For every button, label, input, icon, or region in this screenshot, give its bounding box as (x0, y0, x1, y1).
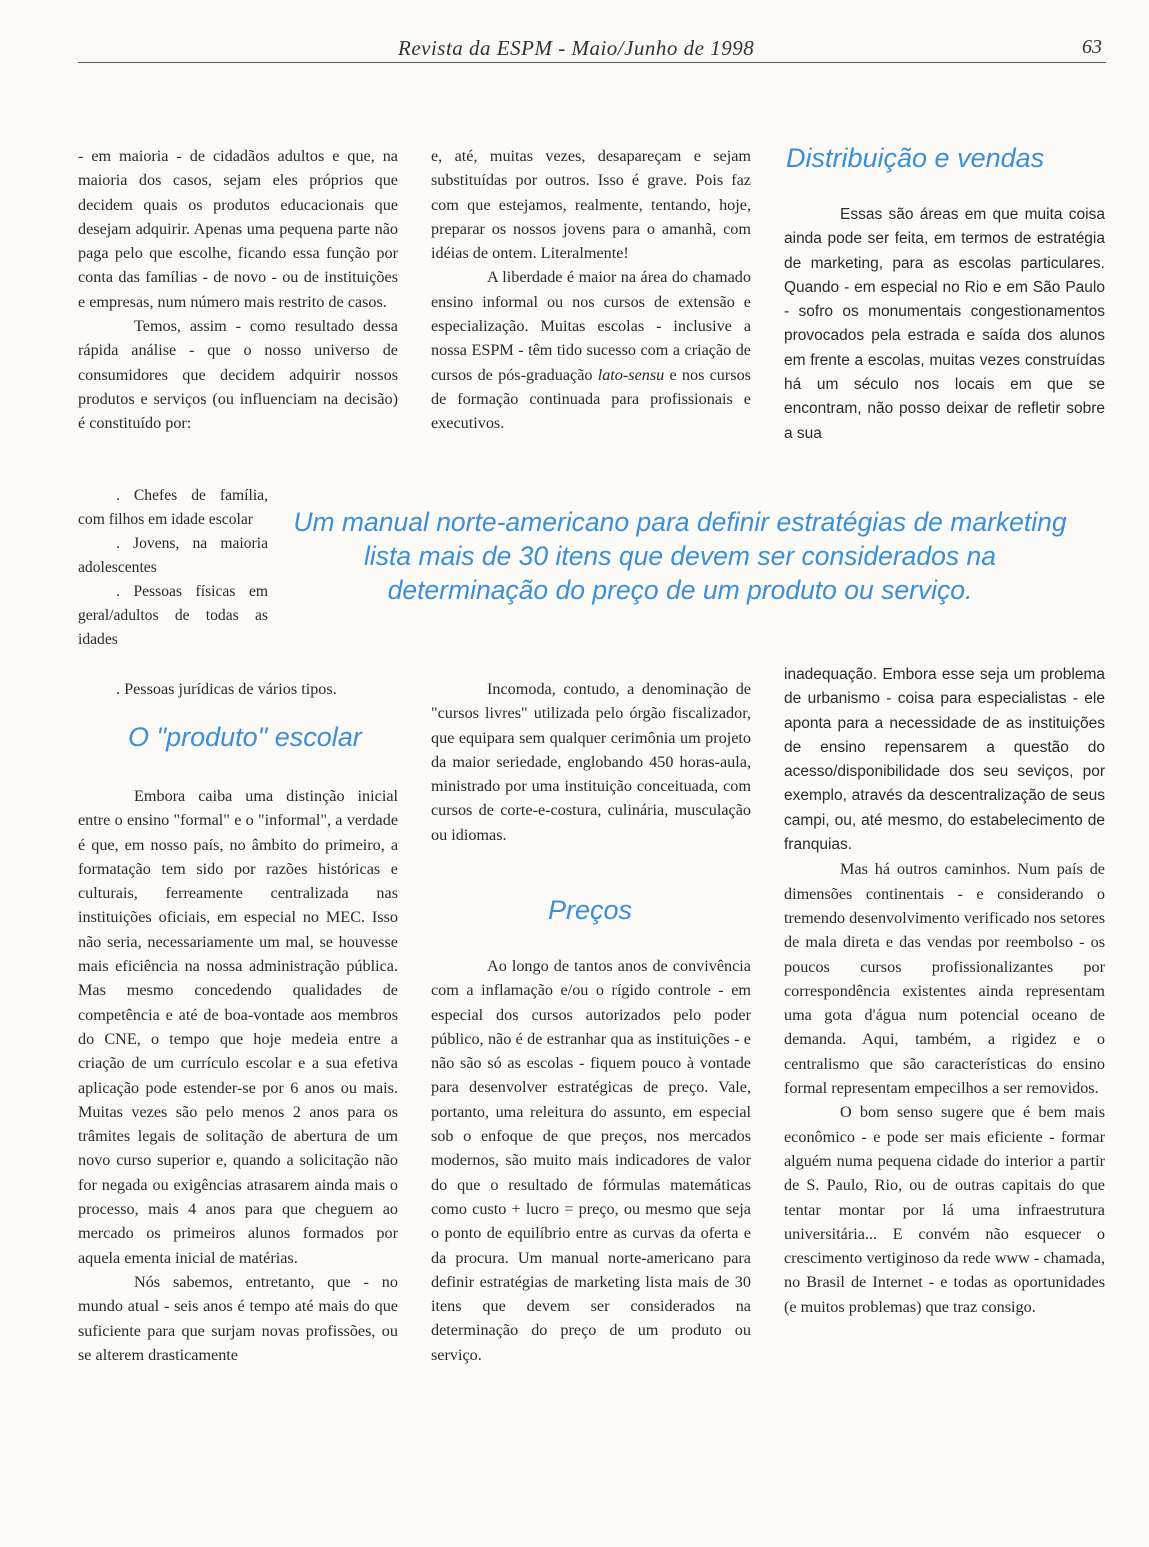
paragraph: Incomoda, contudo, a denominação de "cursos livres" utilizada pelo órgão fiscalizador, que equipara sem qualquer cerimônia um projeto da maior seriedade, englobando 450 horas-aula, ministrado por uma instituição conceituada, com cursos de corte-e-costura, culinária, musculação ou idiomas. (431, 680, 751, 844)
column-2-bottom (431, 954, 751, 1367)
section-heading-distribuicao: Distribuição e vendas (786, 143, 1045, 173)
column-2-top (431, 144, 751, 436)
pull-quote: Um manual norte-americano para definir estratégias de marketing lista mais de 30 itens que devem ser considerados na determinação do preço de um produto ou serviço. (293, 507, 1067, 605)
column-1-bottom (78, 784, 398, 1367)
running-header (78, 34, 1106, 63)
paragraph: Ao longo de tantos anos de convivência com a inflamação e/ou o rígido controle - em especial dos cursos autorizados pelo poder público, não é de estranhar qua as instituições - e não são só as escolas - fiquem pouco à vontade para desenvolver estratégicas de preço. Vale, portanto, uma releitura do assunto, em especial sob o enfoque de que preços, nos mercados modernos, são muito mais indicadores de valor do que o resultado de fórmulas matemáticas como custo + lucro = preço, ou mesmo que seja o ponto de equilíbrio entre as curvas da oferta e da procura. Um manual norte-americano para definir estratégias de marketing lista mais de 30 itens que devem ser considerados na determinação do preço de um produto ou serviço. (431, 957, 751, 1364)
column-1-top (78, 144, 398, 436)
paragraph: O bom senso sugere que é bem mais econômico - e pode ser mais eficiente - formar alguém numa pequena cidade do interior a partir de S. Paulo, Rio, ou de outras capitais do que tentar montar por lá uma infraestrutura universitária... E convém não esquecer o crescimento vertiginoso da rede www - chamada, no Brasil de Internet - e todas as oportunidades (e muitos problemas) que traz consigo. (784, 1103, 1105, 1316)
paragraph: Mas há outros caminhos. Num país de dimensões continentais - e considerando o tremendo desenvolvimento verificado nos setores de mala direta e das vendas por reembolso - os poucos cursos profissionalizantes por correspondência existentes ainda representam uma gota d'água num potencial oceano de demanda. Aqui, também, a rigidez e o centralismo que são características do ensino formal representam empecilhos a ser removidos. (784, 860, 1105, 1098)
paragraph: - em maioria - de cidadãos adultos e que, na maioria dos casos, sejam eles próprios que decidem quais os produtos educacionais que desejam adquirir. Apenas uma pequena parte não paga pelo que escolhe, ficando essa função por conta das famílias - de novo - ou de instituições e empresas, num número mais restrito de casos. (78, 147, 398, 311)
column-2-middle (431, 677, 751, 847)
paragraph: Temos, assim - como resultado dessa rápida análise - que o nosso universo de consumidores que decidem adquirir nossos produtos e serviços (ou influenciam na decisão) é constituído por: (78, 317, 398, 433)
paragraph (431, 265, 751, 435)
paragraph: Nós sabemos, entretanto, que - no mundo atual - seis anos é tempo até mais do que suficiente para que surjam novas profissões, ou se alterem drasticamente (78, 1272, 398, 1364)
section-heading-precos: Preços (548, 895, 633, 925)
text-run: e nos cursos de formação continuada para profissionais e executivos. (431, 365, 751, 433)
paragraph: Essas são áreas em que muita coisa ainda pode ser feita, em termos de estratégia de marketing, para as escolas particulares. Quando - em especial no Rio e em São Paulo - sofro os monumentais congestionamentos provocados pela estrada e saída dos alunos em frente a escolas, muitas vezes construídas há um século nos locais em que se encontram, não posso deixar de refletir sobre a sua (784, 206, 1105, 442)
column-3-bottom (784, 663, 1105, 1319)
list-item: . Jovens, na maioria adolescentes (78, 535, 268, 576)
page-number: 63 (1082, 36, 1102, 58)
paragraph: inadequação. Embora esse seja um problema de urbanismo - coisa para especialistas - ele aponta para a necessidade de as instituições de ensino repensarem a questão do acesso/disponibilidade dos seu seviços, por exemplo, através da descentralização de seus campi, ou, até mesmo, do estabelecimento de franquias. (784, 666, 1105, 854)
paragraph: e, até, muitas vezes, desapareçam e sejam substituídas por outros. Isso é grave. Pois faz com que estejamos, realmente, tentando, hoje, preparar os nossos jovens para o amanhã, com idéias de ontem. Literalmente! (431, 147, 751, 263)
journal-title: Revista da ESPM - Maio/Junho de 1998 (398, 36, 755, 60)
audience-list (78, 484, 268, 652)
section-heading-produto: O "produto" escolar (128, 722, 362, 752)
list-item: . Pessoas físicas em geral/adultos de todas as idades (78, 583, 268, 648)
column-3-top (784, 203, 1105, 446)
list-item: . Pessoas jurídicas de vários tipos. (116, 680, 337, 698)
list-last (78, 677, 398, 701)
paragraph: Embora caiba uma distinção inicial entre o ensino "formal" e o "informal", a verdade é que, em nosso país, no âmbito do primeiro, a formatação tem sido por razões históricas e culturais, ferreamente centralizada nas instituições oficiais, em especial no MEC. Isso não seria, necessariamente um mal, se houvesse mais eficiência na nossa administração pública. Mas mesmo concedendo qualidades de competência e até de boa-vontade aos membros do CNE, o tempo que hoje medeia entre a criação de um currículo escolar e a sua efetiva aplicação pode estender-se por 6 anos ou mais. Muitas vezes são pelo menos 2 anos para os trâmites legais de solitação de abertura de um novo curso superior e, quando a solicitação não for negada ou exigências atrasarem ainda mais o processo, mais 4 anos para que cheguem ao mercado os primeiros alunos formados por aquela ementa inicial de matérias. (78, 787, 398, 1267)
text-run: A liberdade é maior na área do chamado ensino informal ou nos cursos de extensão e especialização. Muitas escolas - inclusive a nossa ESPM - têm tido sucesso com a criação de cursos de pós-graduação (431, 268, 751, 384)
italic-term: lato-sensu (597, 365, 665, 384)
list-item: . Chefes de família, com filhos em idade escolar (78, 487, 268, 528)
